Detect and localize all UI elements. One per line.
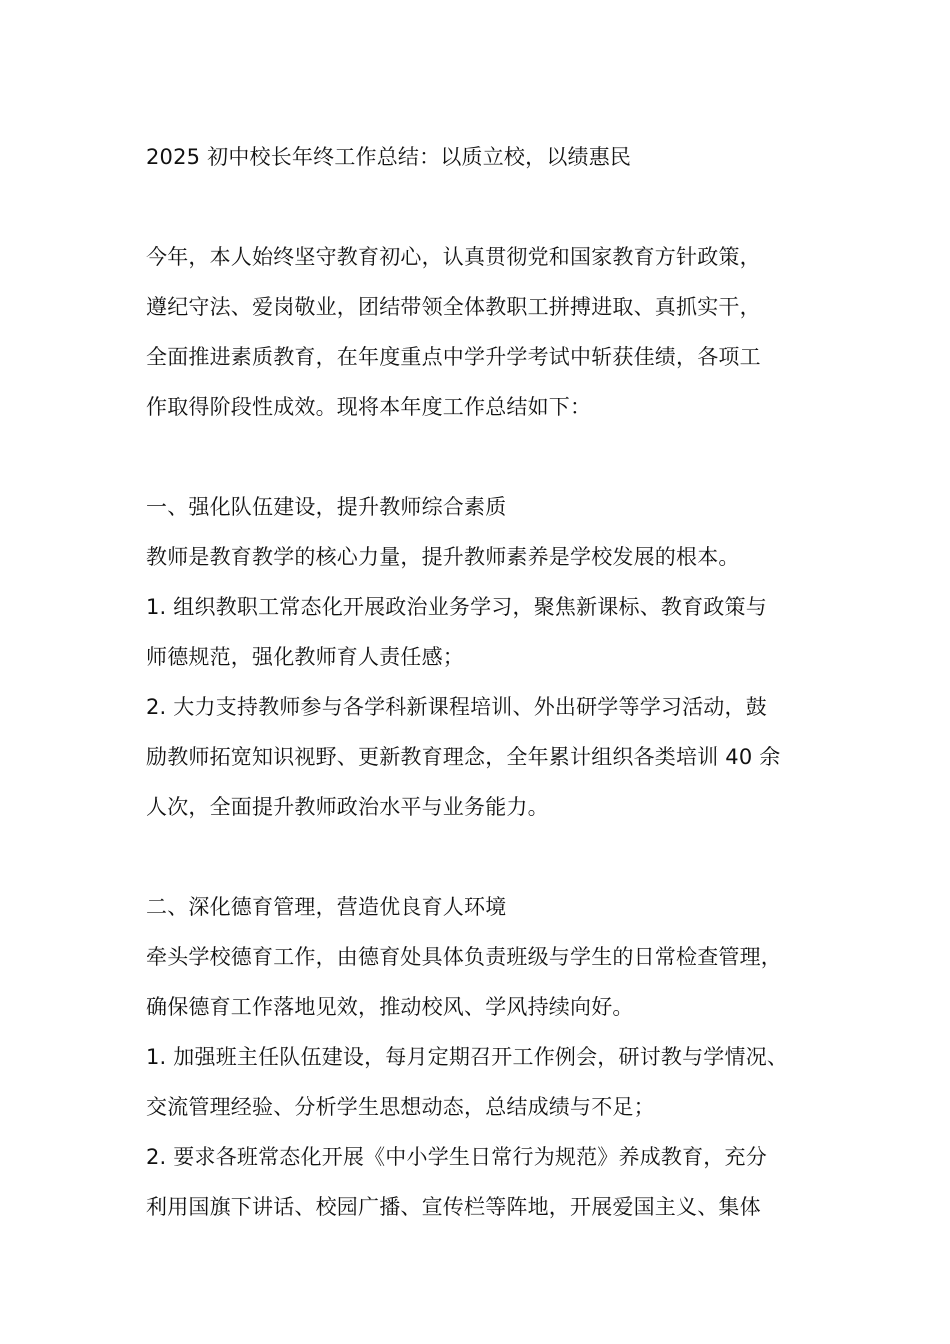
intro-line: 全面推进素质教育，在年度重点中学升学考试中斩获佳绩，各项工 bbox=[146, 345, 761, 369]
section-heading: 二、深化德育管理，营造优良育人环境 bbox=[146, 895, 507, 919]
section-line: 确保德育工作落地见效，推动校风、学风持续向好。 bbox=[146, 995, 634, 1019]
intro-paragraph bbox=[146, 232, 836, 432]
section-line: 2. 大力支持教师参与各学科新课程培训、外出研学等学习活动，鼓 bbox=[146, 695, 767, 719]
section-heading: 一、强化队伍建设，提升教师综合素质 bbox=[146, 495, 507, 519]
section-line: 2. 要求各班常态化开展《中小学生日常行为规范》养成教育，充分 bbox=[146, 1145, 767, 1169]
section-line: 利用国旗下讲话、校园广播、宣传栏等阵地，开展爱国主义、集体 bbox=[146, 1195, 761, 1219]
section-line: 励教师拓宽知识视野、更新教育理念，全年累计组织各类培训 40 余 bbox=[146, 745, 781, 769]
section-line: 教师是教育教学的核心力量，提升教师素养是学校发展的根本。 bbox=[146, 545, 740, 569]
section-line: 交流管理经验、分析学生思想动态，总结成绩与不足； bbox=[146, 1095, 655, 1119]
intro-line: 遵纪守法、爱岗敬业，团结带领全体教职工拼搏进取、真抓实干， bbox=[146, 295, 761, 319]
section-line: 牵头学校德育工作，由德育处具体负责班级与学生的日常检查管理， bbox=[146, 945, 782, 969]
section-line: 1. 加强班主任队伍建设，每月定期召开工作例会，研讨教与学情况、 bbox=[146, 1045, 789, 1069]
intro-line: 今年，本人始终坚守教育初心，认真贯彻党和国家教育方针政策， bbox=[146, 245, 761, 269]
intro-line: 作取得阶段性成效。现将本年度工作总结如下： bbox=[146, 395, 592, 419]
paragraph-spacer bbox=[146, 432, 836, 482]
section-line: 1. 组织教职工常态化开展政治业务学习，聚焦新课标、教育政策与 bbox=[146, 595, 767, 619]
section-line: 师德规范，强化教师育人责任感； bbox=[146, 645, 464, 669]
document-body bbox=[146, 132, 836, 1232]
paragraph-spacer bbox=[146, 832, 836, 882]
section-1 bbox=[146, 482, 836, 832]
section-2 bbox=[146, 882, 836, 1232]
document-title: 2025 初中校长年终工作总结：以质立校，以绩惠民 bbox=[146, 145, 632, 169]
section-line: 人次，全面提升教师政治水平与业务能力。 bbox=[146, 795, 549, 819]
